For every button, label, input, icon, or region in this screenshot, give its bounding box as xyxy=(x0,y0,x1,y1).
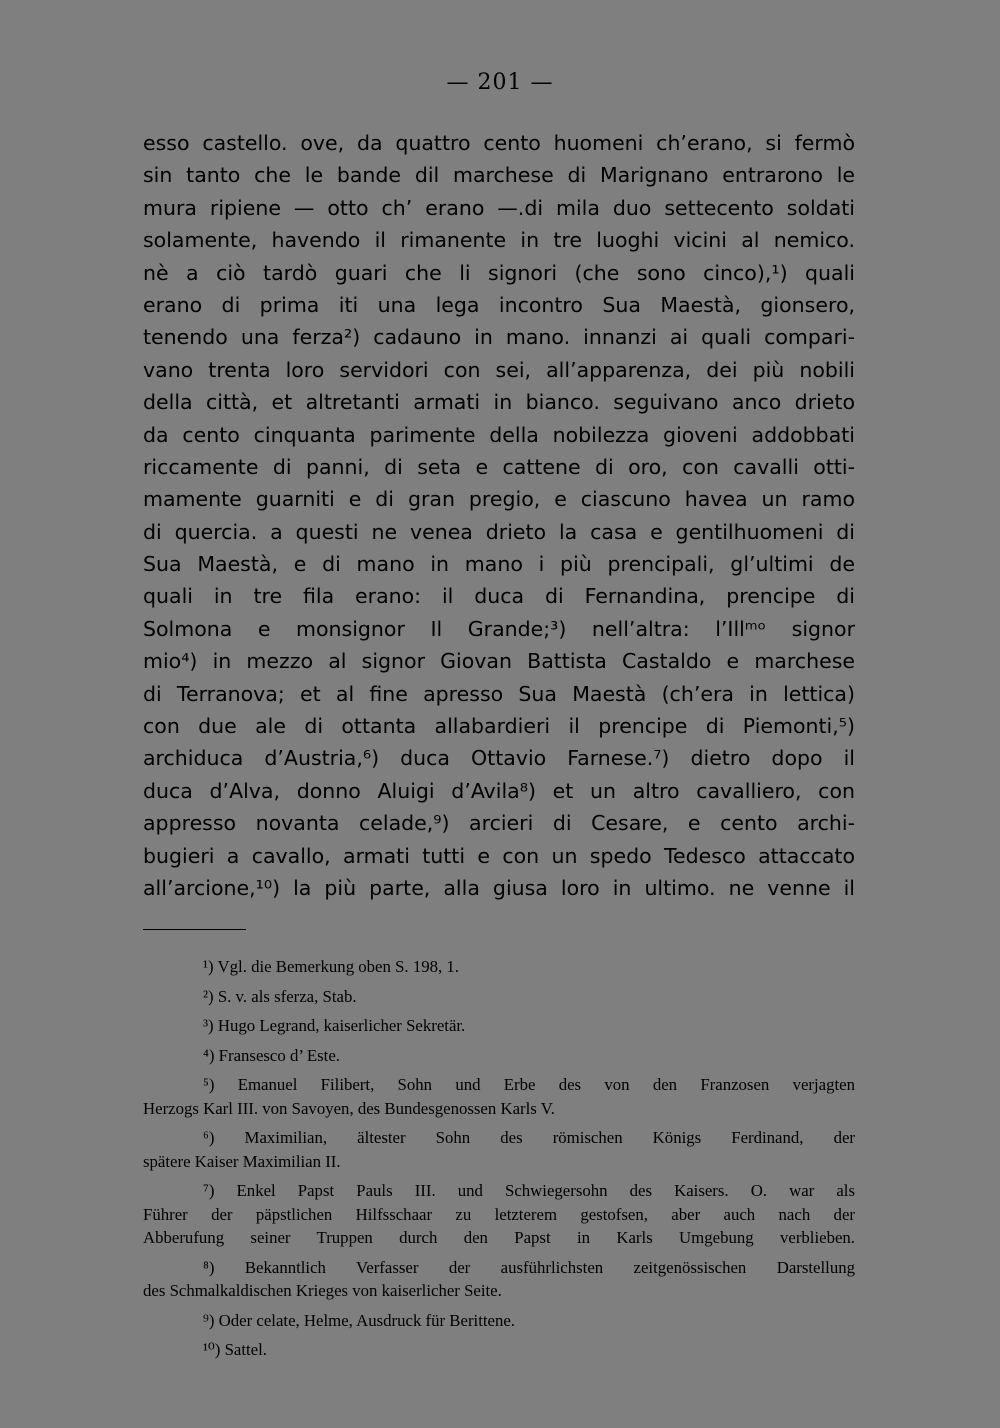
footnote-mark: ¹) xyxy=(203,957,214,976)
body-line: appresso novanta celade,⁹) arcieri di Cesare, e cento archi- xyxy=(143,811,855,836)
footnote-5 xyxy=(143,1073,855,1120)
page-number: — 201 — xyxy=(446,70,554,95)
footnote-text: Bekanntlich Verfasser der ausführlichsten zeitgenössischen Darstellung xyxy=(244,1257,855,1277)
footnote-mark: ⁶) xyxy=(203,1128,215,1147)
footnote-8 xyxy=(143,1256,855,1303)
footnote-text: spätere Kaiser Maximilian II. xyxy=(143,1151,341,1171)
body-line: nè a ciò tardò guari che li signori (che sono cinco),¹) quali xyxy=(143,260,855,285)
footnote-mark: ⁴) xyxy=(203,1045,215,1065)
footnote-text: S. v. als sferza, Stab. xyxy=(217,986,357,1006)
footnote-9 xyxy=(143,1309,855,1333)
footnote-text: Maximilian, ältester Sohn des römischen Königs Ferdinand, der xyxy=(244,1128,855,1147)
body-line: vano trenta loro servidori con sei, all’apparenza, dei più nobili xyxy=(143,357,855,382)
footnote-4 xyxy=(143,1044,855,1068)
footnote-text: Hugo Legrand, kaiserlicher Sekretär. xyxy=(217,1016,466,1035)
body-line: con due ale di ottanta allabardieri il prencipe di Piemonti,⁵) xyxy=(143,714,855,739)
body-line: quali in tre fila erano: il duca di Fernandina, prencipe di xyxy=(143,584,855,609)
body-line: di quercia. a questi ne venea drieto la casa e gentilhuomeni di xyxy=(143,519,855,544)
footnote-6 xyxy=(143,1126,855,1173)
footnote-text: Sattel. xyxy=(224,1340,267,1359)
body-line: all’arcione,¹⁰) la più parte, alla giusa loro in ultimo. ne venne il xyxy=(143,875,855,900)
footnote-7 xyxy=(143,1179,855,1250)
body-line: tenendo una ferza²) cadauno in mano. innanzi ai quali compari- xyxy=(143,325,855,350)
footnotes xyxy=(143,955,855,1368)
footnote-divider xyxy=(143,929,246,930)
footnote-mark: ²) xyxy=(203,986,214,1006)
body-text xyxy=(143,127,855,904)
footnote-text: Oder celate, Helme, Ausdruck für Berittene. xyxy=(218,1310,516,1330)
body-line: Solmona e monsignor Il Grande;³) nell’altra: l’Illᵐᵒ signor xyxy=(143,616,855,641)
body-line: bugieri a cavallo, armati tutti e con un spedo Tedesco attaccato xyxy=(143,843,855,868)
body-line: della città, et altretanti armati in bianco. seguivano anco drieto xyxy=(143,390,855,415)
footnote-mark: ⁵) xyxy=(203,1075,215,1094)
footnote-text: Enkel Papst Pauls III. und Schwiegersohn des Kaisers. O. war als xyxy=(236,1181,855,1200)
body-line: solamente, havendo il rimanente in tre luoghi vicini al nemico. xyxy=(143,228,855,253)
footnote-text: des Schmalkaldischen Krieges von kaiserlicher Seite. xyxy=(143,1281,502,1300)
footnote-text: Emanuel Filibert, Sohn und Erbe des von den Franzosen verjagten xyxy=(237,1075,855,1094)
footnote-10 xyxy=(143,1338,855,1362)
body-line: Sua Maestà, e di mano in mano i più prencipali, gl’ultimi de xyxy=(143,552,855,577)
body-line: da cento cinquanta parimente della nobilezza gioveni addobbati xyxy=(143,422,855,447)
footnote-text: Herzogs Karl III. von Savoyen, des Bundesgenossen Karls V. xyxy=(143,1098,555,1118)
body-line: di Terranova; et al fine apresso Sua Maestà (ch’era in lettica) xyxy=(143,681,855,706)
body-line: mura ripiene — otto ch’ erano —.di mila duo settecento soldati xyxy=(143,195,855,220)
footnote-3 xyxy=(143,1014,855,1038)
footnote-mark: ⁷) xyxy=(203,1181,215,1200)
body-line: erano di prima iti una lega incontro Sua Maestà, gionsero, xyxy=(143,292,855,317)
body-line: mio⁴) in mezzo al signor Giovan Battista Castaldo e marchese xyxy=(143,649,855,674)
footnote-mark: ⁸) xyxy=(203,1257,215,1277)
body-line: archiduca d’Austria,⁶) duca Ottavio Farnese.⁷) dietro dopo il xyxy=(143,746,855,771)
footnote-1 xyxy=(143,955,855,979)
footnote-mark: ⁹) xyxy=(203,1310,215,1330)
footnote-mark: ³) xyxy=(203,1016,214,1035)
footnote-text: Vgl. die Bemerkung oben S. 198, 1. xyxy=(217,957,459,976)
body-line: mamente guarniti e di gran pregio, e ciascuno havea un ramo xyxy=(143,487,855,512)
footnote-text: Führer der päpstlichen Hilfsschaar zu letzterem gestofsen, aber auch nach der xyxy=(143,1204,855,1224)
body-line: sin tanto che le bande dil marchese di Marignano entrarono le xyxy=(143,163,855,188)
footnote-text: Abberufung seiner Truppen durch den Papst in Karls Umgebung verblieben. xyxy=(143,1228,855,1247)
body-line: esso castello. ove, da quattro cento huomeni ch’erano, si fermò xyxy=(143,131,855,155)
body-line: riccamente di panni, di seta e cattene di oro, con cavalli otti- xyxy=(143,454,855,479)
footnote-mark: ¹⁰) xyxy=(203,1340,221,1359)
footnote-2 xyxy=(143,985,855,1009)
footnote-text: Fransesco d’ Este. xyxy=(218,1045,340,1065)
body-line: duca d’Alva, donno Aluigi d’Avila⁸) et un altro cavalliero, con xyxy=(143,778,855,803)
